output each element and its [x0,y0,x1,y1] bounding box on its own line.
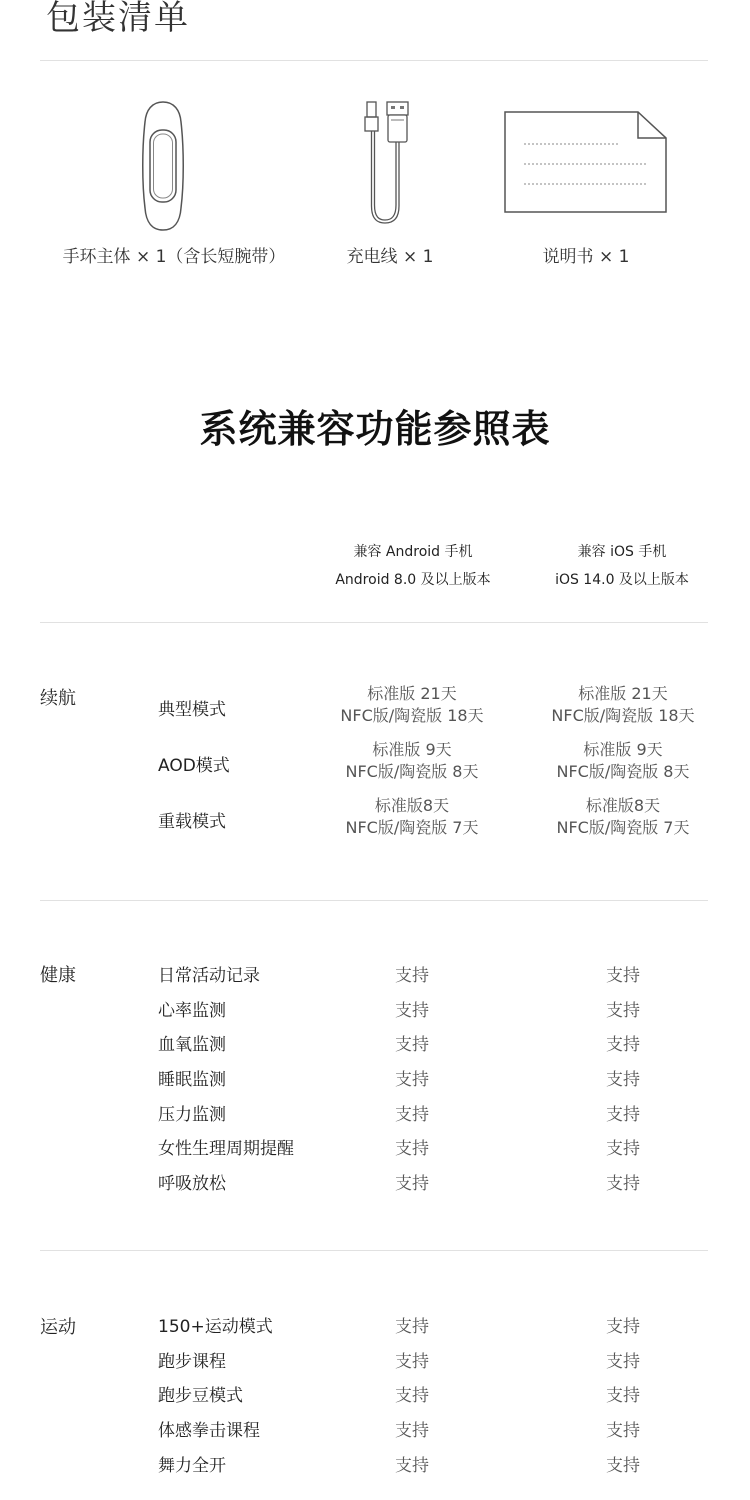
category-sport: 运动 [40,1317,76,1338]
support-android: 支持 [395,966,429,986]
package-title: 包装清单 [46,0,190,38]
support-ios: 支持 [606,1174,640,1194]
support-android: 支持 [395,1456,429,1476]
feature-label: 呼吸放松 [158,1174,226,1194]
feature-label: AOD模式 [158,756,230,776]
support-android: 支持 [395,1139,429,1159]
column-header-line: Android 8.0 及以上版本 [335,572,491,588]
support-android: 支持 [395,1035,429,1055]
category-battery: 续航 [40,688,76,709]
column-header-line: 兼容 iOS 手机 [577,544,667,560]
package-item-label: 手环主体 × 1（含长短腕带） [62,247,286,267]
support-android: 支持 [395,1421,429,1441]
manual-icon [502,110,668,216]
battery-value-android: 标准版8天 NFC版/陶瓷版 7天 [345,796,479,837]
feature-label: 重载模式 [158,812,226,832]
support-android: 支持 [395,1001,429,1021]
band-icon [138,100,188,232]
divider [40,60,708,61]
package-item-manual [456,96,716,271]
support-ios: 支持 [606,1035,640,1055]
support-android: 支持 [395,1070,429,1090]
feature-label: 女性生理周期提醒 [158,1139,294,1159]
feature-label: 压力监测 [158,1105,226,1125]
feature-label: 150+运动模式 [158,1317,273,1337]
support-ios: 支持 [606,1001,640,1021]
support-ios: 支持 [606,1105,640,1125]
support-ios: 支持 [606,1352,640,1372]
support-ios: 支持 [606,1317,640,1337]
battery-value-ios: 标准版 21天 NFC版/陶瓷版 18天 [551,684,695,725]
support-android: 支持 [395,1317,429,1337]
support-ios: 支持 [606,1456,640,1476]
column-header-line: 兼容 Android 手机 [353,544,473,560]
battery-value-ios: 标准版 9天 NFC版/陶瓷版 8天 [556,740,690,781]
support-ios: 支持 [606,1070,640,1090]
charging-cable-icon [362,98,414,226]
support-ios: 支持 [606,1421,640,1441]
compat-title: 系统兼容功能参照表 [199,407,551,451]
support-android: 支持 [395,1352,429,1372]
category-health: 健康 [40,965,76,986]
feature-label: 血氧监测 [158,1035,226,1055]
divider [40,622,708,623]
feature-label: 跑步课程 [158,1352,226,1372]
divider [40,900,708,901]
column-header-android [313,538,513,594]
support-ios: 支持 [606,1139,640,1159]
feature-label: 心率监测 [158,1001,226,1021]
feature-label: 典型模式 [158,700,226,720]
support-ios: 支持 [606,966,640,986]
support-android: 支持 [395,1386,429,1406]
feature-label: 睡眠监测 [158,1070,226,1090]
battery-value-ios: 标准版8天 NFC版/陶瓷版 7天 [556,796,690,837]
feature-label: 体感拳击课程 [158,1421,260,1441]
support-android: 支持 [395,1174,429,1194]
feature-label: 跑步豆模式 [158,1386,243,1406]
package-item-label: 充电线 × 1 [346,247,434,267]
column-header-ios [522,538,722,594]
support-android: 支持 [395,1105,429,1125]
support-ios: 支持 [606,1386,640,1406]
battery-value-android: 标准版 21天 NFC版/陶瓷版 18天 [340,684,484,725]
feature-label: 日常活动记录 [158,966,260,986]
package-item-label: 说明书 × 1 [542,247,630,267]
column-header-line: iOS 14.0 及以上版本 [555,572,689,588]
battery-value-android: 标准版 9天 NFC版/陶瓷版 8天 [345,740,479,781]
divider [40,1250,708,1251]
feature-label: 舞力全开 [158,1456,226,1476]
